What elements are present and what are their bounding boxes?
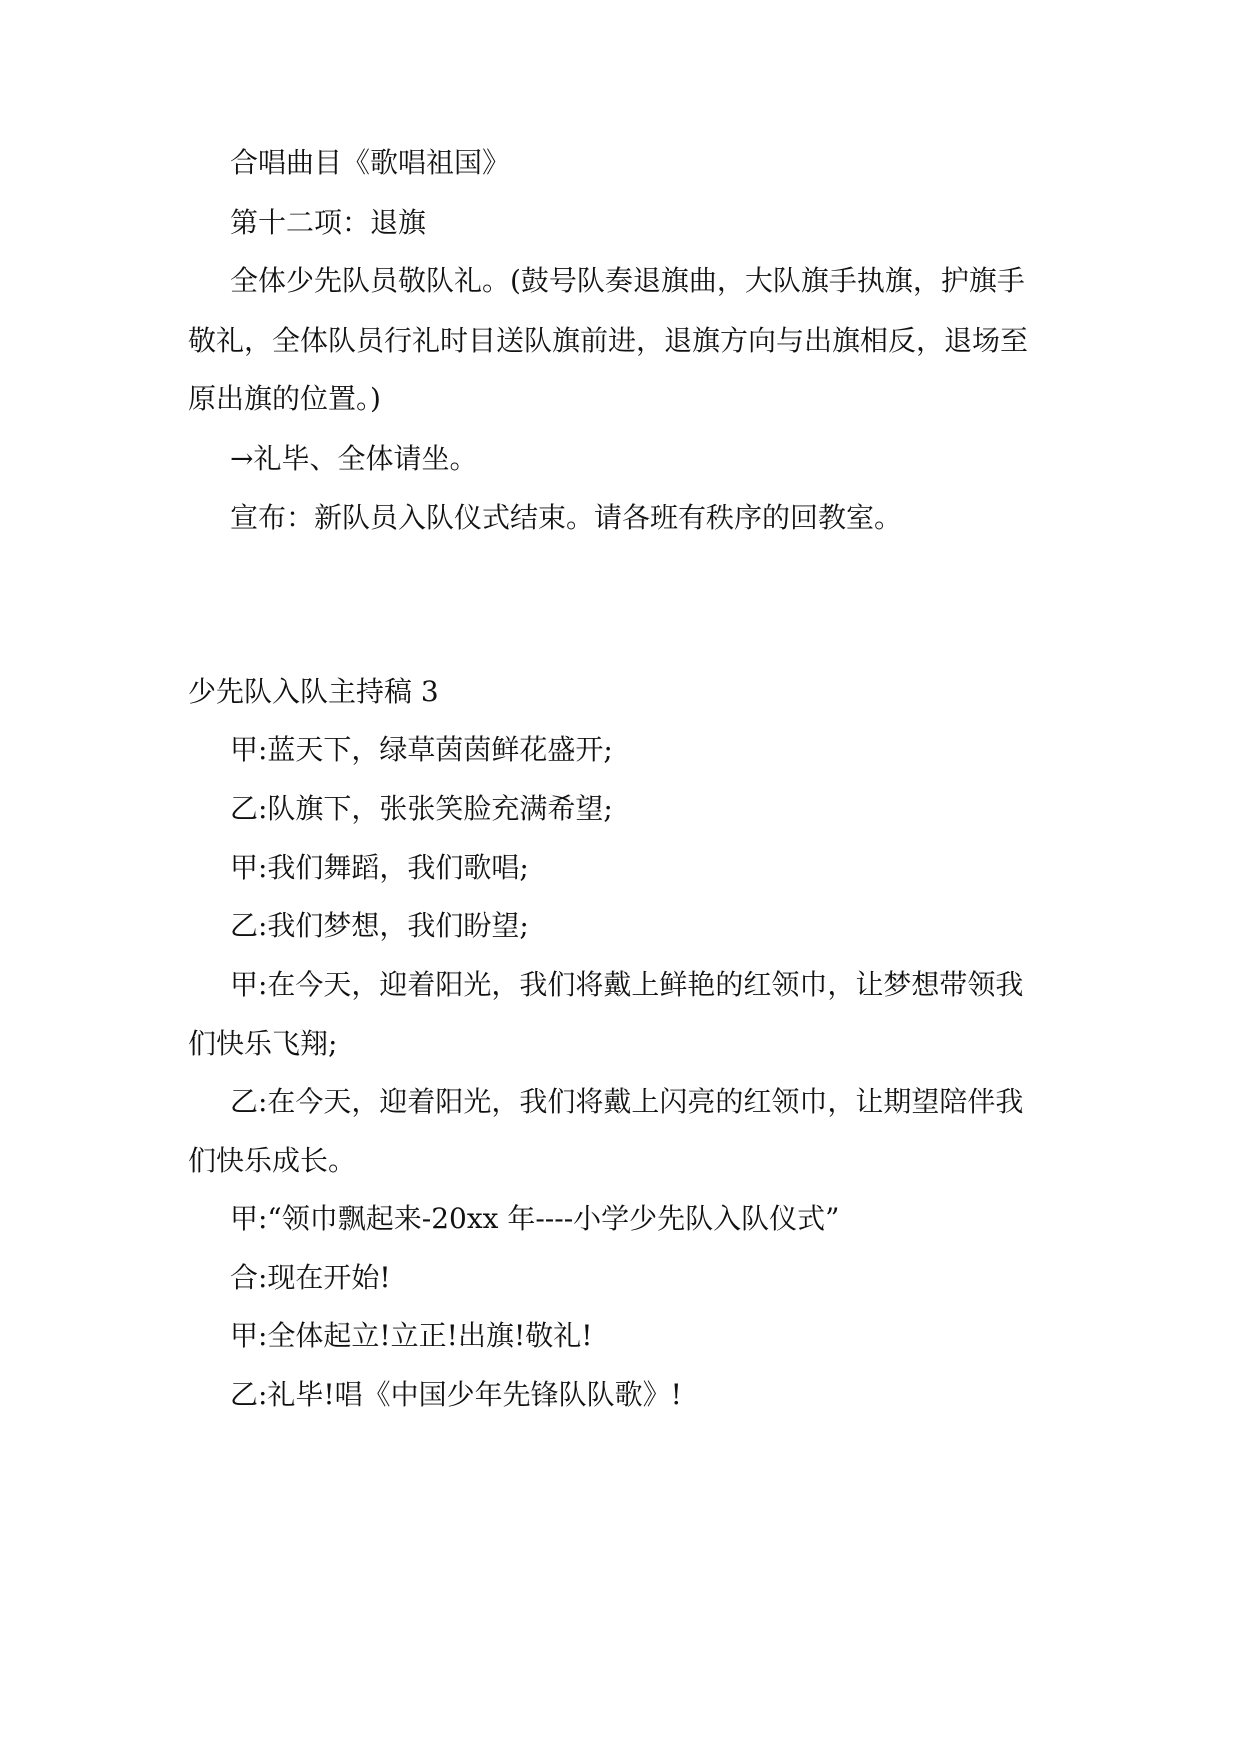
dialogue-line: 甲:蓝天下，绿草茵茵鲜花盛开; xyxy=(230,733,613,766)
dialogue-line: 甲:在今天，迎着阳光，我们将戴上鲜艳的红领巾，让梦想带领我 xyxy=(230,968,1024,1001)
paragraph-line: 原出旗的位置。) xyxy=(188,382,381,415)
paragraph-line: 全体少先队员敬队礼。(鼓号队奏退旗曲，大队旗手执旗，护旗手 xyxy=(230,264,1025,297)
section-heading: 少先队入队主持稿 3 xyxy=(188,675,439,708)
dialogue-line: 甲:我们舞蹈，我们歌唱; xyxy=(230,851,529,884)
dialogue-line: 乙:礼毕!唱《中国少年先锋队队歌》! xyxy=(230,1378,682,1411)
dialogue-line: 乙:队旗下，张张笑脸充满希望; xyxy=(230,792,613,825)
dialogue-line: 甲:全体起立!立正!出旗!敬礼! xyxy=(230,1319,593,1352)
dialogue-line: 合:现在开始! xyxy=(230,1261,391,1294)
dialogue-line: 乙:我们梦想，我们盼望; xyxy=(230,909,529,942)
song-title-line: 合唱曲目《歌唱祖国》 xyxy=(230,146,511,179)
paragraph-line: 敬礼，全体队员行礼时目送队旗前进，退旗方向与出旗相反，退场至 xyxy=(188,324,1029,357)
dialogue-line: 们快乐成长。 xyxy=(188,1144,357,1177)
paragraph-line: 宣布：新队员入队仪式结束。请各班有秩序的回教室。 xyxy=(230,501,903,534)
dialogue-line: 甲:“领巾飘起来-20xx 年----小学少先队入队仪式” xyxy=(230,1202,840,1235)
dialogue-line: 乙:在今天，迎着阳光，我们将戴上闪亮的红领巾，让期望陪伴我 xyxy=(230,1085,1024,1118)
dialogue-line: 们快乐飞翔; xyxy=(188,1027,338,1060)
paragraph-line: →礼毕、全体请坐。 xyxy=(230,442,478,475)
item-twelve-heading: 第十二项：退旗 xyxy=(230,206,427,239)
